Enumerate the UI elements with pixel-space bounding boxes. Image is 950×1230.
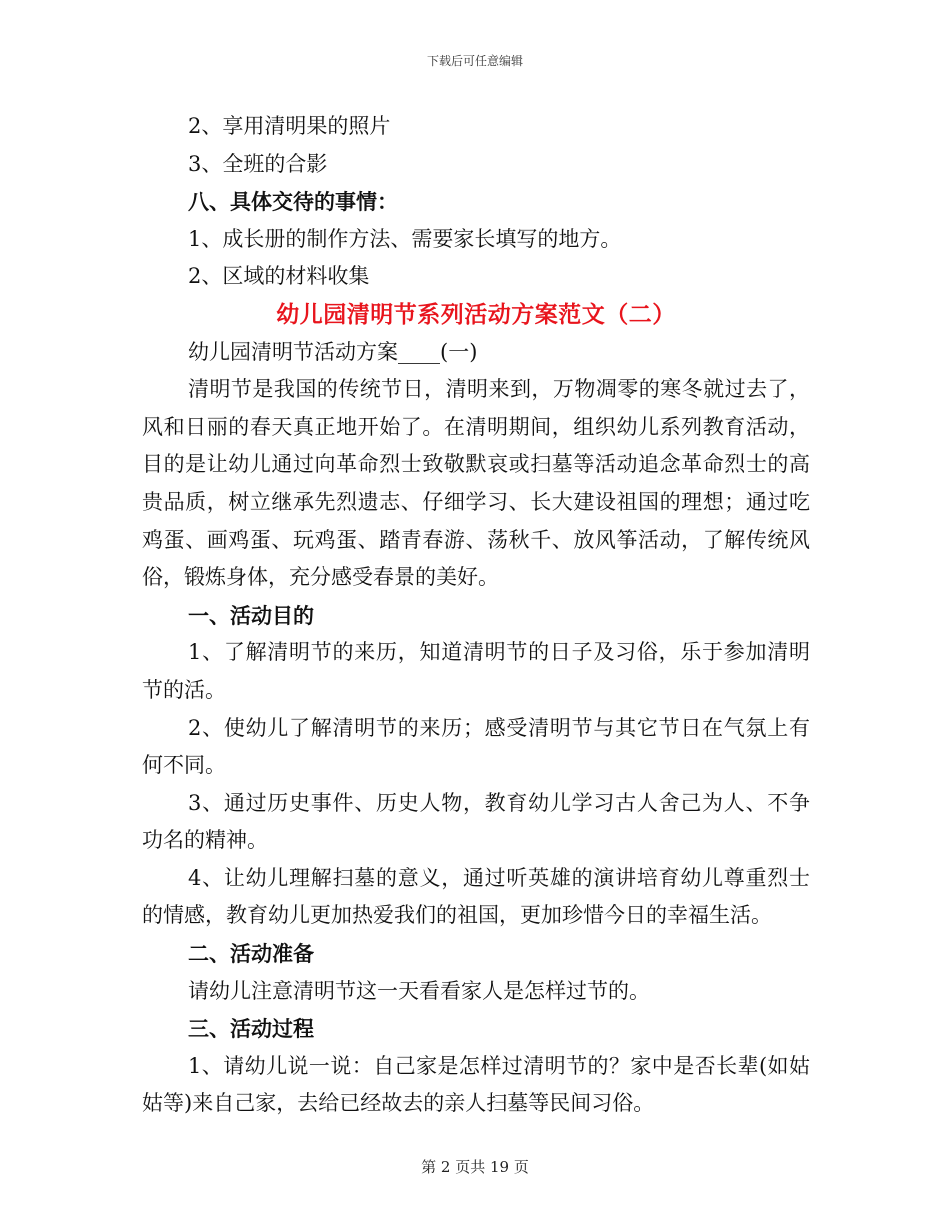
list-item: 3、全班的合影	[188, 151, 328, 176]
subtitle: 幼儿园清明节活动方案____(一)	[188, 339, 478, 364]
list-item: 1、了解清明节的来历，知道清明节的日子及习俗，乐于参加清明节的活。	[142, 640, 810, 702]
page-footer: 第 2 页共 19 页	[421, 1158, 529, 1176]
list-item: 4、让幼儿理解扫墓的意义，通过听英雄的演讲培育幼儿尊重烈士的情感，教育幼儿更加热爱我们的祖国，更加珍惜今日的幸福生活。	[142, 865, 810, 928]
section-heading: 八、具体交待的事情：	[188, 189, 398, 215]
list-item: 2、享用清明果的照片	[188, 114, 391, 138]
list-item: 2、区域的材料收集	[188, 264, 370, 289]
section-heading: 三、活动过程	[188, 1016, 314, 1042]
list-item: 2、使幼儿了解清明节的来历；感受清明节与其它节日在气氛上有何不同。	[142, 715, 810, 778]
document-title: 幼儿园清明节系列活动方案范文（二）	[276, 300, 676, 328]
document-body	[142, 108, 810, 1123]
list-item: 1、成长册的制作方法、需要家长填写的地方。	[188, 226, 622, 251]
body-paragraph: 请幼儿注意清明节这一天看看家人是怎样过节的。	[188, 978, 650, 1003]
section-heading: 二、活动准备	[188, 941, 314, 967]
section-heading: 一、活动目的	[188, 602, 314, 628]
body-paragraph: 清明节是我国的传统节日，清明来到，万物凋零的寒冬就过去了，风和日丽的春天真正地开始了。在清明期间，组织幼儿系列教育活动，目的是让幼儿通过向革命烈士致敬默哀或扫墓等活动追念革命烈士的高贵品质，树立继承先烈遗志、仔细学习、长大建设祖国的理想；通过吃鸡蛋、画鸡蛋、玩鸡蛋、踏青春游、荡秋千、放风筝活动，了解传统风俗，锻炼身体，充分感受春景的美好。	[142, 377, 810, 590]
page-header: 下载后可任意编辑	[426, 54, 523, 68]
list-item: 3、通过历史事件、历史人物，教育幼儿学习古人舍己为人、不争功名的精神。	[142, 790, 810, 853]
list-item: 1、请幼儿说一说：自己家是怎样过清明节的？家中是否长辈(如姑姑等)来自己家，去给已经故去的亲人扫墓等民间习俗。	[142, 1053, 810, 1116]
